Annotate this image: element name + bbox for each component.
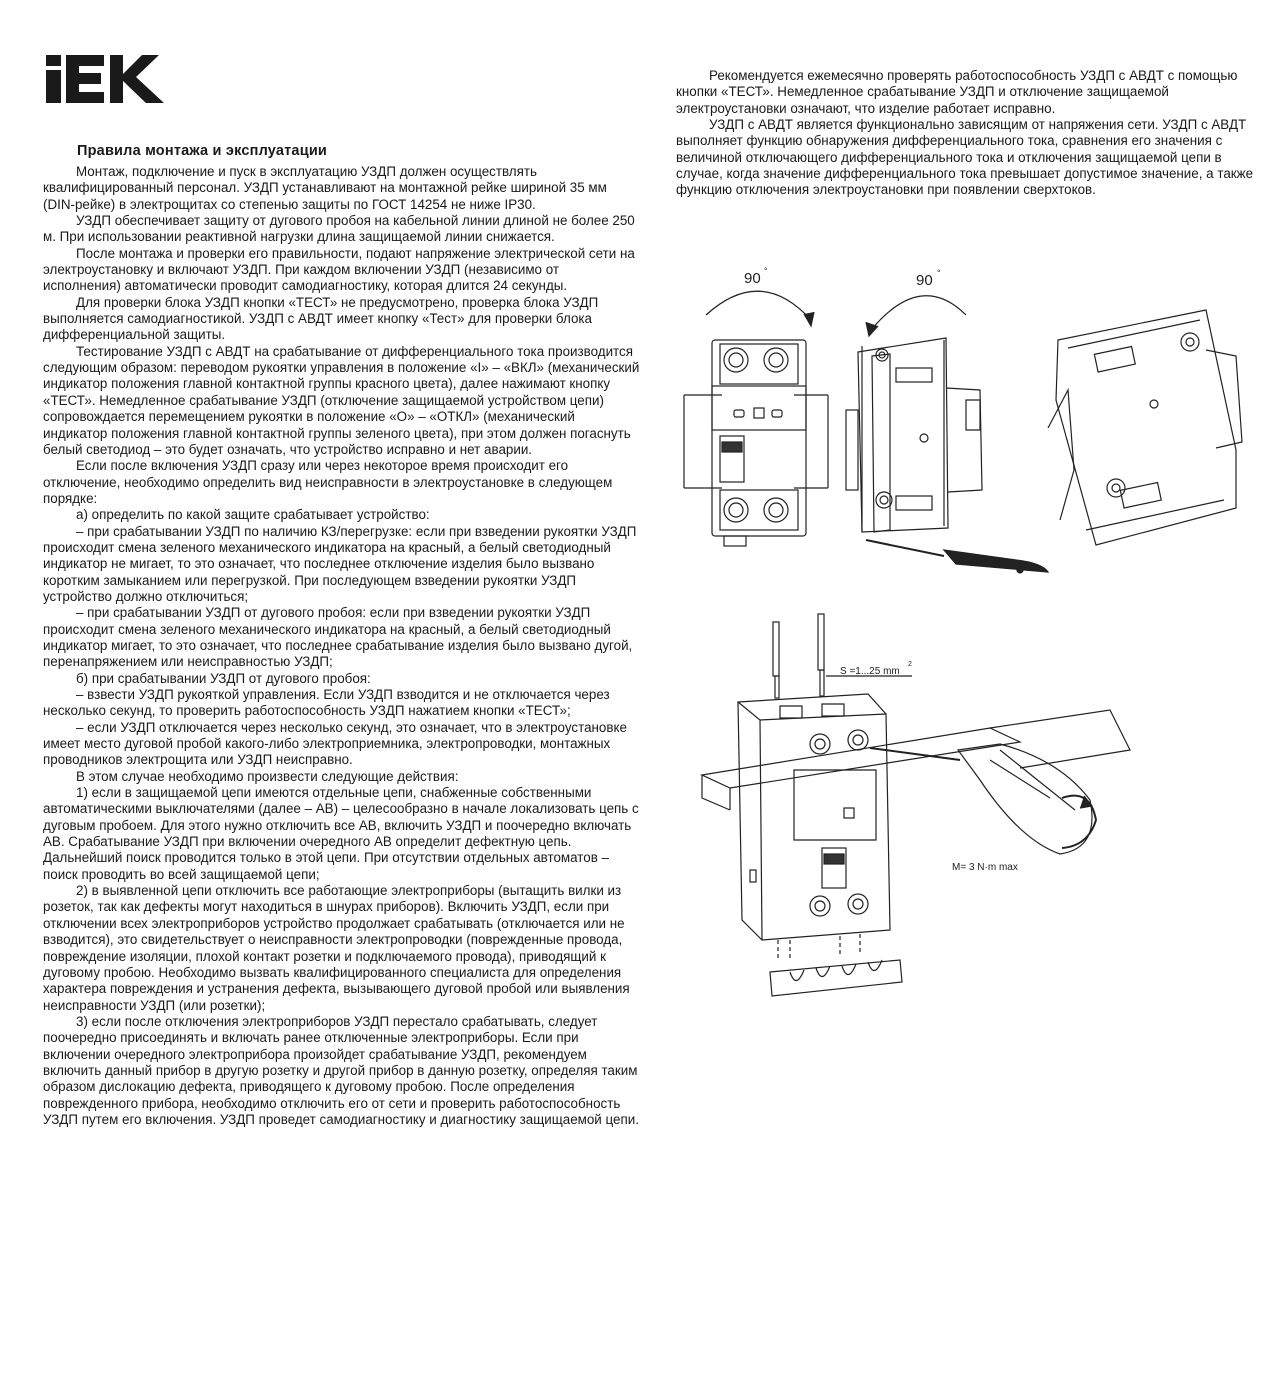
device-3d: [738, 694, 890, 960]
paragraph: Тестирование УЗДП с АВДТ на срабатывание от дифференциального тока производится следующим образом: переводом рукоятки управления в положение «I» – «ВКЛ» (механический индикатор положения главной контактной группы красного цвета), далее нажимают кнопку «ТЕСТ». Немедленное срабатывание УЗДП (отключение защищаемой устройством цепи) сопровождается перемещением рукоятки в положение «O» – «ОТКЛ» (механический индикатор положения главной контактной группы зеленого цвета), при этом должен погаснуть белый светодиод – это будет означать, что устройство исправно и нет аварии.: [43, 343, 640, 457]
busbar-comb: [770, 960, 902, 996]
paragraph: Монтаж, подключение и пуск в эксплуатацию УЗДП должен осуществлять квалифицированный персонал. УЗДП устанавливают на монтажной рейке шириной 35 мм (DIN-рейке) в электрощитах со степенью защиты по ГОСТ 14254 не ниже IP30.: [43, 164, 607, 212]
device-tilted-view: [1048, 310, 1242, 545]
device-front-view: [684, 340, 828, 546]
paragraph: В этом случае необходимо произвести следующие действия:: [76, 768, 459, 784]
paragraph: Если после включения УЗДП сразу или через некоторое время происходит его отключение, необходимо определить вид неисправности в электроустановке в следующем порядке:: [43, 458, 613, 506]
arrow-head-icon: [804, 312, 814, 326]
paragraph: – если УЗДП отключается через несколько секунд, это означает, что в электроустановке имеет место дуговой пробой какого-либо электроприемника, электропроводки, монтажных проводников электрощита или УЗДП неисправно.: [43, 719, 627, 768]
degree-sign: °: [764, 266, 768, 276]
paragraph: – при срабатывании УЗДП по наличию КЗ/перегрузке: если при взведении рукоятки УЗДП происходит смена зеленого механического индикатора на красный, а белый светодиодный индикатор не мигает, то это означает, что последнее отключение изделия было вызвано коротким замыканием или перегрузкой. При последующем взведении рукоятки УЗДП устройство должно отключиться;: [43, 523, 637, 604]
iek-logo: [46, 55, 170, 108]
paragraph: 3) если после отключения электроприборов УЗДП перестало срабатывать, следует поочередно присоединять и включать ранее отключенные электроприборы. Если при включении очередного электроприбора произойдет срабатывание УЗДП, рекомендуем включить данный прибор в другую розетку и другой прибор в данную розетку, определяя таким образом дислокацию дефекта, приводящего к дуговому пробою. После определения поврежденного прибора, необходимо отключить его от сети и проверить работоспособность УЗДП путем его включения. УЗДП проведет самодиагностику и диагностику защищаемой цепи.: [43, 1013, 639, 1127]
wire-section-label: S =1...25 mm: [840, 666, 900, 677]
rotation-arrow-icon: [706, 291, 811, 320]
paragraph: 1) если в защищаемой цепи имеются отдельные цепи, снабженные собственными автоматическими выключателями (далее – АВ) – целесообразно в начале локализовать цепь с дуговым пробоем. Для этого нужно отключить все АВ, включить УЗДП и поочередно включать АВ. Срабатывание УЗДП при включении очередного АВ определит дефектную цепь. Дальнейший поиск проводится только в этой цепи. При отсутствии отдельных автоматов – поиск проводить во всей защищаемой цепи;: [43, 785, 639, 882]
rotation-arrow-icon: [871, 296, 966, 330]
left-column: [43, 164, 640, 1128]
paragraph: УЗДП обеспечивает защиту от дугового пробоя на кабельной линии длиной не более 250 м. При использовании реактивной нагрузки длина защищаемой линии снижается.: [43, 213, 635, 245]
wire-section-superscript: 2: [908, 661, 912, 668]
angle-label-left: 90: [744, 270, 761, 287]
iek-logo-mark: [46, 55, 170, 103]
wire-connection-diagram: [690, 610, 1250, 1010]
device-side-view: [846, 338, 1048, 573]
paragraph: – при срабатывании УЗДП от дугового пробоя: если при взведении рукоятки УЗДП происходит смена зеленого механического индикатора на красный, а белый светодиодный индикатор мигает, то это означает, что последнее срабатывание изделия было вызвано дугой, перенапряжением или неисправностью УЗДП;: [43, 605, 633, 670]
paragraph: а) определить по какой защите срабатывает устройство:: [76, 507, 430, 523]
torque-label: M= 3 N·m max: [952, 862, 1018, 873]
din-rail-mounting-diagram: [676, 260, 1256, 580]
right-column: [676, 68, 1266, 199]
wire-icon: [773, 614, 824, 698]
paragraph: Для проверки блока УЗДП кнопки «ТЕСТ» не предусмотрено, проверка блока УЗДП выполняется самодиагностикой. УЗДП с АВДТ имеет кнопку «Тест» для проверки блока дифференциальной защиты.: [43, 294, 599, 343]
logo-text: [40, 30, 42, 31]
paragraph: – взвести УЗДП рукояткой управления. Если УЗДП взводится и не отключается через несколько секунд, то проверить работоспособность УЗДП нажатием кнопки «ТЕСТ»;: [43, 687, 610, 719]
degree-sign: °: [937, 268, 941, 278]
paragraph: Рекомендуется ежемесячно проверять работоспособность УЗДП с АВДТ с помощью кнопки «ТЕСТ». Немедленное срабатывание УЗДП и отключение защищаемой электроустановки означают, что изделие работает исправно.: [676, 68, 1238, 116]
angle-label-right: 90: [916, 272, 933, 289]
paragraph: 2) в выявленной цепи отключить все работающие электроприборы (вытащить вилки из розеток, так как дефекты могут находиться в шнурах приборов). Включить УЗДП, если при отключении всех электроприборов устройство продолжает срабатывать (отключается или не взводится), это свидетельствует о неисправности электропроводки (поврежденные провода, повреждение изоляции, плохой контакт розетки и подключаемого провода), приводящий к дуговому пробою. Необходимо вызвать квалифицированного специалиста для определения характера повреждения и устранения дефекта, вызывающего дуговой пробой или выявления неисправности УЗДП (или розетки);: [43, 883, 630, 1013]
paragraph: УЗДП с АВДТ является функционально зависящим от напряжения сети. УЗДП с АВДТ выполняет функцию обнаружения дифференциального тока, сравнения его значения с величиной отключающего дифференциального тока и отключения защищаемой цепи в случае, когда значение дифференциального тока превышает допустимое значение, а также функцию отключения электроустановки при появлении сверхтоков.: [676, 117, 1254, 198]
paragraph: После монтажа и проверки его правильности, подают напряжение электрической сети на электроустановку и включают УЗДП. При каждом включении УЗДП (независимо от исполнения) автоматически проводит самодиагностику, которая длится 24 секунды.: [43, 245, 635, 294]
paragraph: б) при срабатывании УЗДП от дугового пробоя:: [76, 670, 371, 686]
din-rail: [702, 728, 1020, 788]
page-title: Правила монтажа и эксплуатации: [77, 143, 328, 159]
